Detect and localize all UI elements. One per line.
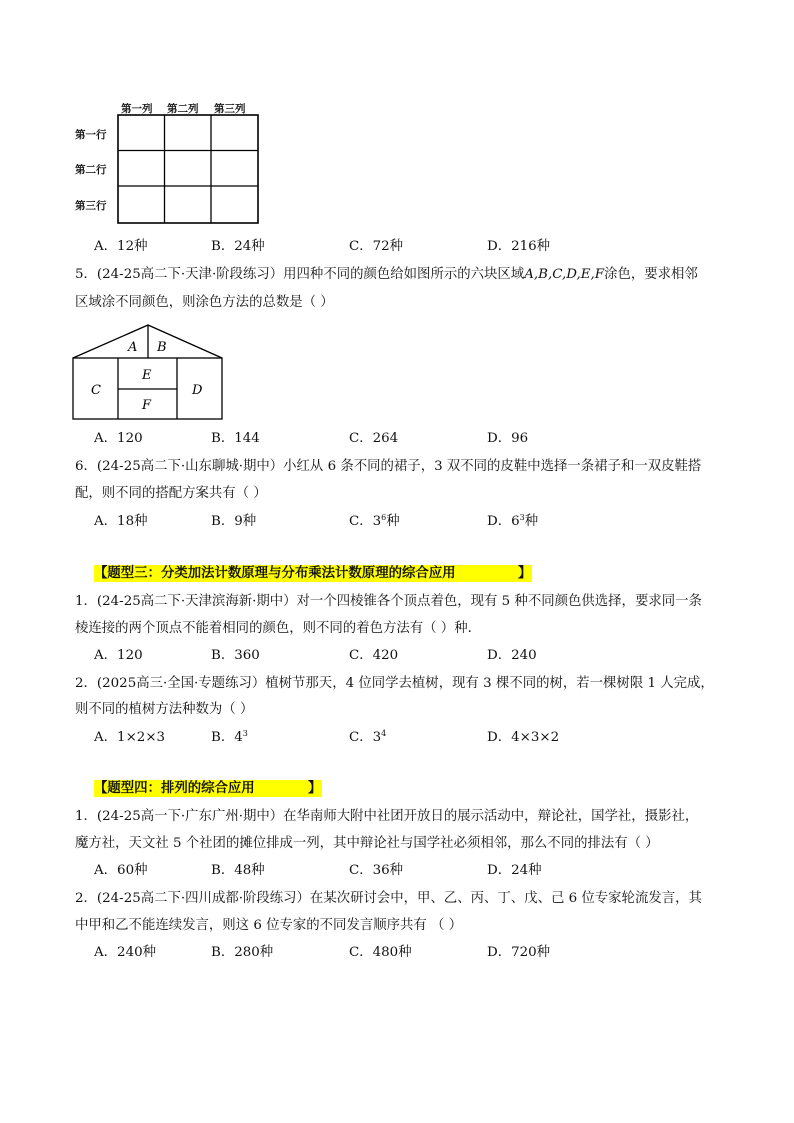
option-a[interactable]: A．18种 xyxy=(94,514,148,529)
section-4-close-bracket: 】 xyxy=(308,781,322,796)
option-a[interactable]: A．60种 xyxy=(94,863,148,878)
question-stem-tail: 涂色，要求相邻 xyxy=(604,267,698,282)
option-b[interactable]: B．48种 xyxy=(211,863,265,878)
option-d[interactable]: D．96 xyxy=(487,431,529,446)
region-list: A,B,C,D,E,F xyxy=(524,267,605,282)
col-header-1: 第一列 xyxy=(121,103,153,115)
option-d[interactable]: D．24种 xyxy=(487,863,542,878)
option-c[interactable] xyxy=(349,513,400,531)
option-d-exponent: 3 xyxy=(519,513,525,522)
question-text-line1: 1．(24-25高一下·广东广州·期中）在华南师大附中社团开放日的展示活动中，辩论社，国学社，摄影社， xyxy=(75,809,699,824)
question-text-line2: 魔方社，天文社 5 个社团的摊位排成一列，其中辩论社与国学社必须相邻，那么不同的排法有（ ） xyxy=(75,836,659,851)
option-c-exponent: 4 xyxy=(381,729,387,738)
option-c[interactable] xyxy=(349,729,386,747)
option-b[interactable]: B．360 xyxy=(211,648,260,663)
question-stem: 5．(24-25高二下·天津·阶段练习）用四种不同的颜色给如图所示的六块区域 xyxy=(75,267,525,282)
section-4-title: 【题型四：排列的综合应用 xyxy=(94,781,255,796)
region-label-e: E xyxy=(142,368,152,383)
question-text-line2: 区域涂不同颜色，则涂色方法的总数是（ ） xyxy=(75,295,334,310)
question-text-line2: 中甲和乙不能连续发言，则这 6 位专家的不同发言顺序共有 （ ） xyxy=(75,918,463,933)
option-c[interactable]: C．36种 xyxy=(349,863,404,878)
option-b-exponent: 3 xyxy=(242,729,248,738)
row-header-2: 第二行 xyxy=(75,164,107,176)
question-text-line1: 6．(24-25高二下·山东聊城·期中）小红从 6 条不同的裙子，3 双不同的皮鞋中选择一条裙子和一双皮鞋搭 xyxy=(75,459,702,474)
option-d[interactable]: D．720种 xyxy=(487,945,551,960)
option-d[interactable]: D．216种 xyxy=(487,239,551,254)
option-a[interactable]: A．120 xyxy=(94,648,143,663)
option-d-unit: 种 xyxy=(524,514,539,529)
option-a[interactable]: A．12种 xyxy=(94,239,148,254)
row-header-3: 第三行 xyxy=(75,200,107,212)
option-c[interactable]: C．480种 xyxy=(349,945,412,960)
section-4-header xyxy=(94,780,322,797)
region-label-d: D xyxy=(192,383,203,398)
option-c[interactable]: C．72种 xyxy=(349,239,404,254)
region-label-f: F xyxy=(142,398,152,413)
option-a[interactable]: A．240种 xyxy=(94,945,157,960)
section-3-title: 【题型三：分类加法计数原理与分布乘法计数原理的综合应用 xyxy=(94,566,456,581)
region-label-a: A xyxy=(128,340,138,355)
question-text-line2: 棱连接的两个顶点不能着相同的颜色，则不同的着色方法有（ ）种． xyxy=(75,621,481,636)
question-text-line1: 2．(2025高三·全国·专题练习）植树节那天，4 位同学去植树，现有 3 棵不同的树，若一棵树限 1 人完成， xyxy=(75,676,714,691)
option-c-base: C．3 xyxy=(349,730,382,745)
option-a[interactable]: A．1×2×3 xyxy=(94,730,166,745)
option-d[interactable] xyxy=(487,513,538,531)
option-b[interactable]: B．280种 xyxy=(211,945,274,960)
option-d[interactable]: D．240 xyxy=(487,648,537,663)
option-c[interactable]: C．420 xyxy=(349,648,399,663)
question-text-line1 xyxy=(75,266,698,284)
col-header-3: 第三列 xyxy=(214,103,246,115)
option-c-unit: 种 xyxy=(386,514,400,529)
option-a[interactable]: A．120 xyxy=(94,431,143,446)
question-text-line2: 配，则不同的搭配方案共有（ ） xyxy=(75,486,267,501)
option-b[interactable]: B．144 xyxy=(211,431,260,446)
grid-table xyxy=(117,114,260,225)
option-d-base: D．6 xyxy=(487,514,520,529)
option-b-base: B．4 xyxy=(211,730,243,745)
section-3-header xyxy=(94,565,532,582)
question-text-line1: 2．(24-25高二下·四川成都·阶段练习）在某次研讨会中，甲、乙、丙、丁、戊、己 6 位专家轮流发言，其 xyxy=(75,891,702,906)
option-d[interactable]: D．4×3×2 xyxy=(487,730,560,745)
option-b[interactable] xyxy=(211,729,248,747)
question-text-line2: 则不同的植树方法种数为（ ） xyxy=(75,702,254,717)
option-c[interactable]: C．264 xyxy=(349,431,399,446)
region-label-b: B xyxy=(157,340,167,355)
section-3-close-bracket: 】 xyxy=(518,566,532,581)
option-b[interactable]: B．9种 xyxy=(211,514,257,529)
option-b[interactable]: B．24种 xyxy=(211,239,265,254)
option-c-base: C．3 xyxy=(349,514,382,529)
region-label-c: C xyxy=(91,383,101,398)
question-text-line1: 1．(24-25高二下·天津滨海新·期中）对一个四棱锥各个顶点着色，现有 5 种不同颜色供选择，要求同一条 xyxy=(75,594,702,609)
col-header-2: 第二列 xyxy=(167,103,199,115)
option-c-exponent: 6 xyxy=(381,513,387,522)
row-header-1: 第一行 xyxy=(75,129,107,141)
house-region-figure xyxy=(72,323,224,421)
